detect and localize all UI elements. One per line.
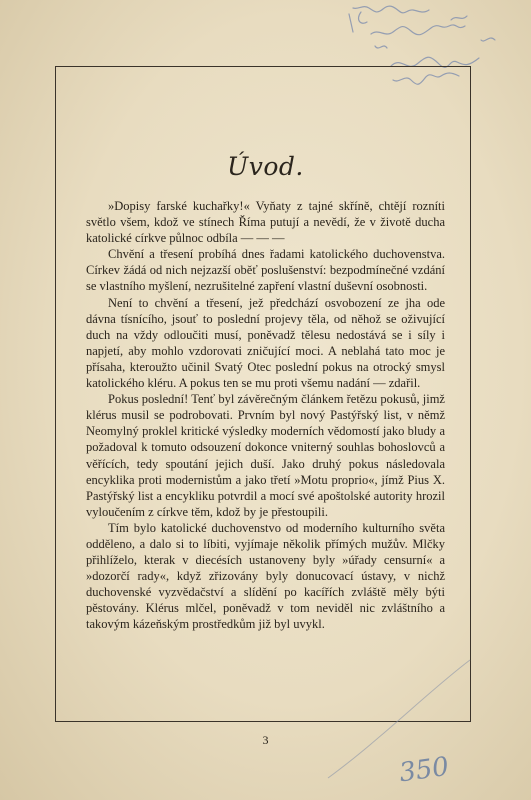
pencil-number-text: 350 [397, 751, 451, 789]
page-number: 3 [262, 733, 269, 747]
paragraph: »Dopisy farské kuchařky!« Vyňaty z tajné skříně, chtějí rozníti světlo všem, kdož ve stínech Říma putují a nevědí, že v životě ducha katolické církve půlnoc odbíla — — — [86, 199, 445, 246]
paragraph: Tím bylo katolické duchovenstvo od moderního kulturního světa odděleno, a dalo si to líbiti, vyjímaje několik přímých mužův. Mlčky přihlíželo, kterak v diecésích ustanoveny byly »úřady censurní« a »dozorčí rady«, když zřizovány byly donucovací ústavy, v nichž duchovenské vyzvědačství a slídění po kacířích zvláště měly býti pěstovány. Klérus mlčel, poněvadž v tom neviděl nic zvláštního a takovým kázeňským prostředkům již byl uvykl. [86, 520, 445, 632]
body-text [86, 198, 445, 633]
pencil-number-mark [395, 738, 465, 793]
chapter-heading: Úvod. [227, 152, 304, 181]
paragraph: Není to chvění a třesení, jež předchází osvobození ze jha ode dávna tísnícího, jsouť to poslední projevy těla, od něhož se oživující duch na vždy odloučiti musí, poněvadž tělesu nedostává se i síly i napjetí, aby mohlo vzdorovati zničující moci. A neblahá tato moc je přísaha, kteroužto učinil Svatý Otec poslední pokus na otrocký smysl katolického kléru. A pokus ten se mu proti všemu nadání — zdařil. [86, 295, 445, 391]
paragraph: Pokus poslední! Tenť byl závěrečným článkem řetězu pokusů, jimž klérus musil se podrobovati. Prvním byl nový Pastýřský list, v němž Neomylný proklel kritické výsledky moderních vědomostí jako bludy a požadoval k tomuto odsouzení dokonce vniterný souhlas bohoslovců a věřících, tedy spoutání jejich duší. Jako druhý pokus následovala encyklika proti modernistům a jako třetí »Motu proprio«, jímž Pius X. Pastýřský list a encykliku potvrdil a mocí své apoštolské autority hrozil vyloučením z církve těm, kdož by je přestoupili. [86, 392, 445, 519]
paragraph: Chvění a třesení probíhá dnes řadami katolického duchovenstva. Církev žádá od nich nejzazší oběť poslušenství: bezpodmínečné vzdání se vlastního myšlení, nezrušitelné zapření vlastní duševní osobnosti. [86, 247, 445, 294]
